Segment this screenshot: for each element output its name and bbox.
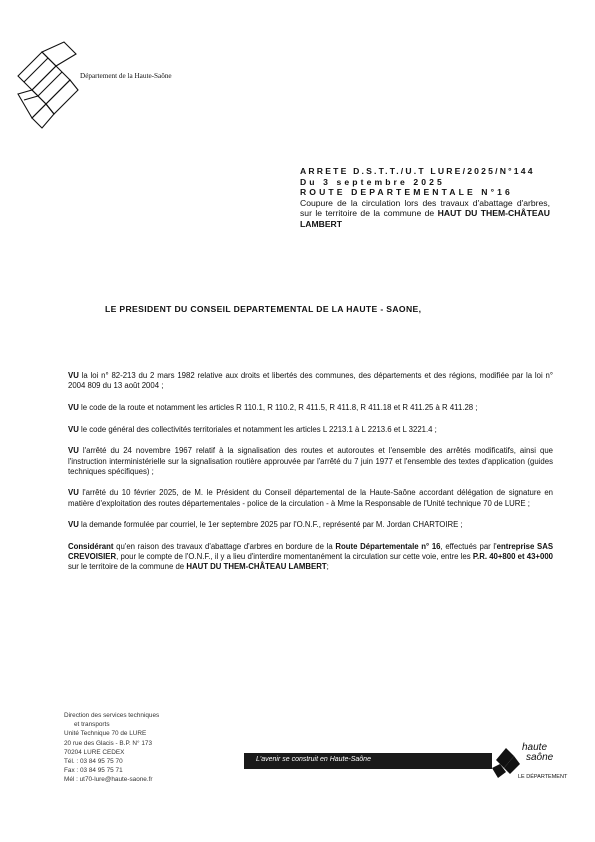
footer-fax: Fax : 03 84 95 75 71 — [64, 767, 123, 775]
footer-email: Mél : ut70-lure@haute-saone.fr — [64, 776, 153, 784]
vu-text: le code de la route et notamment les articles R 110.1, R 110.2, R 411.5, R 411.8, R 411.18 et R 411.25 à R 411.28 ; — [81, 402, 478, 412]
footer-address — [64, 711, 204, 785]
considerant-clause — [68, 542, 553, 573]
considerant-entreprise: entreprise SAS CREVOISIER — [68, 542, 554, 562]
vu-keyword: VU — [68, 424, 79, 434]
vu-clause — [68, 520, 553, 530]
considerant-text-4: sur le territoire de la commune de — [68, 562, 185, 572]
department-emblem-logo — [12, 38, 84, 130]
vu-text: l'arrêté du 24 novembre 1967 relatif à la signalisation des routes et autoroutes et l'ensemble des arrêtés modificatifs, ainsi que l'instruction interministérielle sur la signalisation routière approuvée par l'arrêté du 7 juin 1977 et l'ensemble des textes d'application (guides techniques spécifiques) ; — [68, 446, 554, 476]
arrete-reference-block — [300, 166, 550, 230]
vu-keyword: VU — [68, 446, 79, 456]
arrete-description-lead: Coupure de la circulation lors des travaux d'abattage d'arbres, sur le territoire de la commune de — [300, 197, 550, 219]
arrete-number: ARRETE D.S.T.T./U.T LURE/2025/N°144 — [300, 166, 535, 176]
vu-text: le code général des collectivités territoriales et notamment les articles L 2213.1 à L 2213.6 et L 3221.4 ; — [81, 424, 437, 434]
haute-saone-logo — [492, 738, 568, 780]
vu-text: la loi n° 82-213 du 2 mars 1982 relative aux droits et libertés des communes, des départements et des régions, modifiée par la loi n° 2004 809 du 13 août 2004 ; — [68, 371, 554, 391]
vu-clause — [68, 403, 553, 413]
vu-keyword: VU — [68, 488, 79, 498]
document-title: LE PRESIDENT DU CONSEIL DEPARTEMENTAL DE LA HAUTE - SAONE, — [105, 304, 422, 314]
arrete-route: ROUTE DEPARTEMENTALE N°16 — [300, 187, 513, 198]
considerant-route: Route Départementale n° 16 — [335, 542, 441, 552]
vu-text: la demande formulée par courriel, le 1er septembre 2025 par l'O.N.F., représenté par M. Jordan CHARTOIRE ; — [81, 520, 463, 530]
vu-clause — [68, 446, 553, 477]
considerant-text-2: , effectués par l' — [440, 542, 497, 552]
vu-keyword: VU — [68, 371, 79, 380]
arrete-description — [300, 198, 550, 230]
department-label: Département de la Haute-Saône — [80, 72, 172, 80]
footer-address-line: et transports — [74, 721, 110, 729]
footer-phone: Tél. : 03 84 95 75 70 — [64, 758, 123, 766]
logo-word-haute: haute — [522, 742, 548, 753]
vu-keyword: VU — [68, 520, 79, 530]
vu-clause — [68, 488, 553, 508]
considerant-keyword: Considérant — [68, 542, 114, 552]
considerant-text-3: , pour le compte de l'O.N.F., il y a lieu d'interdire momentanément la circulation sur cette voie, entre les — [116, 552, 471, 562]
logo-word-saone: saône — [526, 752, 554, 763]
arrete-date: Du 3 septembre 2025 — [300, 176, 445, 187]
vu-clause — [68, 425, 553, 435]
considerant-text-1: qu'en raison des travaux d'abattage d'arbres en bordure de la — [116, 542, 333, 552]
logo-subtitle: LE DÉPARTEMENT — [518, 774, 568, 780]
footer-address-line: 20 rue des Glacis - B.P. N° 173 — [64, 739, 153, 747]
document-body — [68, 371, 553, 584]
footer-address-line: 70204 LURE CEDEX — [64, 748, 125, 756]
footer-address-line: Direction des services techniques — [64, 712, 160, 719]
arrete-commune: HAUT DU THEM-CHÂTEAU LAMBERT — [300, 208, 551, 229]
considerant-pr: P.R. 40+800 et 43+000 — [472, 552, 553, 562]
vu-keyword: VU — [68, 402, 79, 412]
footer-address-line: Unité Technique 70 de LURE — [64, 730, 147, 738]
vu-clause — [68, 371, 553, 391]
vu-text: l'arrêté du 10 février 2025, de M. le Président du Conseil départemental de la Haute-Saône accordant délégation de signature en matière d'exploitation des routes départementales - police de la circulation - à Mme la Responsable de l'Unité technique 70 de LURE ; — [68, 488, 553, 508]
considerant-text-5: ; — [326, 562, 329, 572]
considerant-commune: HAUT DU THEM-CHÂTEAU LAMBERT — [186, 562, 327, 572]
footer-banner-text: L'avenir se construit en Haute-Saône — [256, 756, 371, 763]
haute-saone-logo-mark — [492, 748, 520, 778]
